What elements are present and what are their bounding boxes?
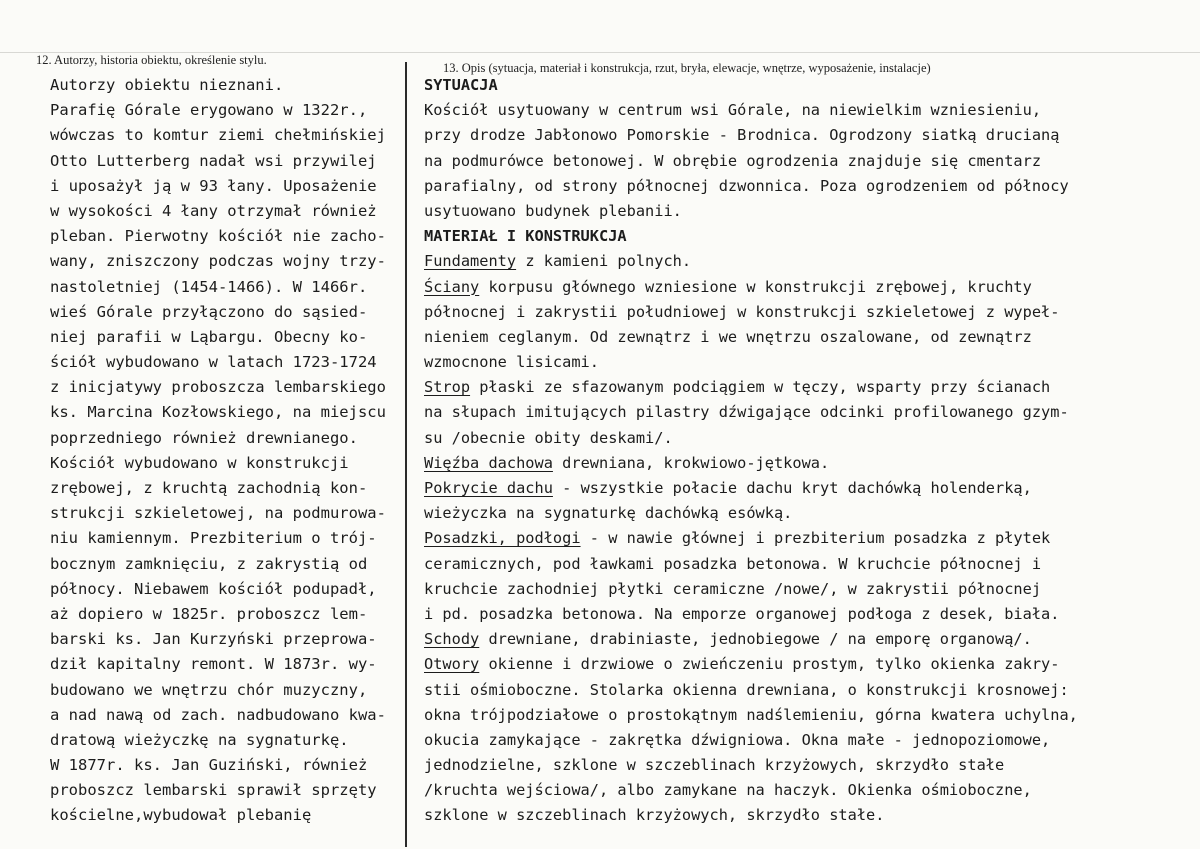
section-13-header: 13. Opis (sytuacja, materiał i konstrukcja, rzut, bryła, elewacje, wnętrze, wyposażenie, instalacje) <box>443 61 931 75</box>
line-text: MATERIAŁ I KONSTRUKCJA <box>424 227 627 246</box>
line-text: korpusu głównego wzniesione w konstrukcji zrębowej, kruchty <box>479 277 1032 296</box>
line-text: stii ośmioboczne. Stolarka okienna drewniana, o konstrukcji krosnowej: <box>424 680 1069 699</box>
line-text: nieniem ceglanym. Od zewnątrz i we wnętrzu oszalowane, od zewnątrz <box>424 327 1032 346</box>
history-text-line: ściół wybudowano w latach 1723-1724 <box>50 353 377 372</box>
history-text-line: i uposażył ją w 93 łany. Uposażenie <box>50 176 377 195</box>
history-text-line: Autorzy obiektu nieznani. <box>50 76 284 94</box>
underlined-term: Pokrycie dachu <box>424 479 553 497</box>
line-text: su /obecnie obity deskami/. <box>424 428 673 447</box>
line-text: okna trójpodziałowe o prostokątnym nadślemieniu, górna kwatera uchylna, <box>424 705 1078 724</box>
description-text-line <box>424 476 1194 501</box>
line-text: wzmocnone lisicami. <box>424 353 599 372</box>
underlined-term: Strop <box>424 378 471 397</box>
section-heading <box>424 224 1194 249</box>
line-text: Kościół usytuowany w centrum wsi Górale, na niewielkim wzniesieniu, <box>424 101 1042 120</box>
line-text: - w nawie głównej i prezbiterium posadzka z płytek <box>580 529 1051 548</box>
description-text-line <box>424 602 1194 627</box>
line-text: okucia zamykające - zakrętka dźwigniowa. Okna małe - jednopoziomowe, <box>424 730 1051 749</box>
history-text-line: z inicjatywy proboszcza lembarskiego <box>50 378 386 397</box>
history-text-line: w wysokości 4 łany otrzymał również <box>50 201 377 220</box>
history-text-line: W 1877r. ks. Jan Guziński, również <box>50 756 368 775</box>
history-text-line: dził kapitalny remont. W 1873r. wy- <box>50 655 377 674</box>
description-text-line <box>424 778 1194 803</box>
description-text-line <box>424 325 1194 350</box>
history-text-line: bocznym zamknięciu, z zakrystią od <box>50 554 368 573</box>
history-text-line: proboszcz lembarski sprawił sprzęty <box>50 781 377 800</box>
description-text-column <box>424 73 1194 829</box>
history-text-line: kościelne,wybudował plebanię <box>50 806 312 825</box>
history-text-line: zrębowej, z kruchtą zachodnią kon- <box>50 479 368 497</box>
description-text-line <box>424 678 1194 703</box>
description-text-line <box>424 275 1194 300</box>
description-text-line <box>424 98 1194 123</box>
line-text: płaski ze sfazowanym podciągiem w tęczy, wsparty przy ścianach <box>470 378 1051 397</box>
line-text: okienne i drzwiowe o zwieńczeniu prostym, tylko okienka zakry- <box>479 655 1060 674</box>
description-text-line <box>424 501 1194 526</box>
description-text-line <box>424 249 1194 274</box>
description-text-line <box>424 803 1194 828</box>
line-text: - wszystkie połacie dachu kryt dachówką holenderką, <box>552 479 1032 497</box>
line-text: drewniane, drabiniaste, jednobiegowe / na emporę organową/. <box>479 630 1032 649</box>
history-text-column <box>50 73 410 829</box>
description-text-line <box>424 577 1194 602</box>
underlined-term: Więźba dachowa <box>424 453 553 472</box>
line-text: usytuowano budynek plebanii. <box>424 201 682 220</box>
line-text: parafialny, od strony północnej dzwonnica. Poza ogrodzeniem od północy <box>424 176 1069 195</box>
history-text-line: poprzedniego również drewnianego. <box>50 428 358 447</box>
description-text-line <box>424 703 1194 728</box>
history-text-line: a nad nawą od zach. nadbudowano kwa- <box>50 705 386 724</box>
description-text-line <box>424 753 1194 778</box>
history-text-line: Kościół wybudowano w konstrukcji <box>50 453 349 472</box>
history-text-line: wówczas to komtur ziemi chełmińskiej <box>50 126 386 145</box>
line-text: kruchcie zachodniej płytki ceramiczne /nowe/, w zakrystii północnej <box>424 579 1042 598</box>
form-top-border <box>0 0 1200 53</box>
underlined-term: Schody <box>424 630 480 649</box>
description-text-line <box>424 627 1194 652</box>
history-text-line: pleban. Pierwotny kościół nie zacho- <box>50 227 386 246</box>
description-text-line <box>424 123 1194 148</box>
description-text-line <box>424 199 1194 224</box>
underlined-term: Posadzki, podłogi <box>424 529 581 548</box>
history-text-line: niej parafii w Ląbargu. Obecny ko- <box>50 327 368 346</box>
history-text-line: ks. Marcina Kozłowskiego, na miejscu <box>50 403 386 422</box>
underlined-term: Otwory <box>424 655 480 674</box>
underlined-term: Fundamenty <box>424 252 517 271</box>
line-text: drewniana, krokwiowo-jętkowa. <box>552 453 830 472</box>
section-12-header: 12. Autorzy, historia obiektu, określenie stylu. <box>36 53 267 67</box>
description-text-line <box>424 526 1194 551</box>
line-text: północnej i zakrystii południowej w konstrukcji szkieletowej z wypeł- <box>424 302 1060 321</box>
description-text-line <box>424 728 1194 753</box>
line-text: na słupach imitujących pilastry dźwigające odcinki profilowanego gzym- <box>424 403 1069 422</box>
description-text-line <box>424 426 1194 451</box>
history-text-line: niu kamiennym. Prezbiterium o trój- <box>50 529 377 548</box>
line-text: SYTUACJA <box>424 76 498 94</box>
history-text-line: północy. Niebawem kościół podupadł, <box>50 579 377 598</box>
history-text-line: nastoletniej (1454-1466). W 1466r. <box>50 277 368 296</box>
history-text-line: budowano we wnętrzu chór muzyczny, <box>50 680 368 699</box>
description-text-line <box>424 300 1194 325</box>
history-text-line: strukcji szkieletowej, na podmurowa- <box>50 504 386 523</box>
history-text-line: Otto Lutterberg nadał wsi przywilej <box>50 151 377 170</box>
line-text: jednodzielne, szklone w szczeblinach krzyżowych, skrzydło stałe <box>424 756 1005 775</box>
line-text: z kamieni polnych. <box>516 252 692 271</box>
history-text-line: barski ks. Jan Kurzyński przeprowa- <box>50 630 377 649</box>
history-text-line: wieś Górale przyłączono do sąsied- <box>50 302 368 321</box>
description-text-line <box>424 174 1194 199</box>
description-text-line <box>424 149 1194 174</box>
line-text: ceramicznych, pod ławkami posadzka betonowa. W kruchcie północnej i <box>424 554 1042 573</box>
section-heading <box>424 73 1194 98</box>
line-text: wieżyczka na sygnaturkę dachówką esówką. <box>424 504 793 523</box>
history-text-line: aż dopiero w 1825r. proboszcz lem- <box>50 604 368 623</box>
line-text: szklone w szczeblinach krzyżowych, skrzydło stałe. <box>424 806 885 825</box>
line-text: na podmurówce betonowej. W obrębie ogrodzenia znajduje się cmentarz <box>424 151 1042 170</box>
line-text: /kruchta wejściowa/, albo zamykane na haczyk. Okienka ośmioboczne, <box>424 781 1032 800</box>
line-text: i pd. posadzka betonowa. Na emporze organowej podłoga z desek, biała. <box>424 604 1060 623</box>
description-text-line <box>424 552 1194 577</box>
line-text: przy drodze Jabłonowo Pomorskie - Brodnica. Ogrodzony siatką drucianą <box>424 126 1060 145</box>
history-text-line: wany, zniszczony podczas wojny trzy- <box>50 252 386 271</box>
history-text-line: Parafię Górale erygowano w 1322r., <box>50 101 368 120</box>
description-text-line <box>424 375 1194 400</box>
description-text-line <box>424 451 1194 476</box>
description-text-line <box>424 350 1194 375</box>
description-text-line <box>424 652 1194 677</box>
description-text-line <box>424 400 1194 425</box>
underlined-term: Ściany <box>424 277 480 296</box>
history-text-line: dratową wieżyczkę na sygnaturkę. <box>50 730 349 749</box>
